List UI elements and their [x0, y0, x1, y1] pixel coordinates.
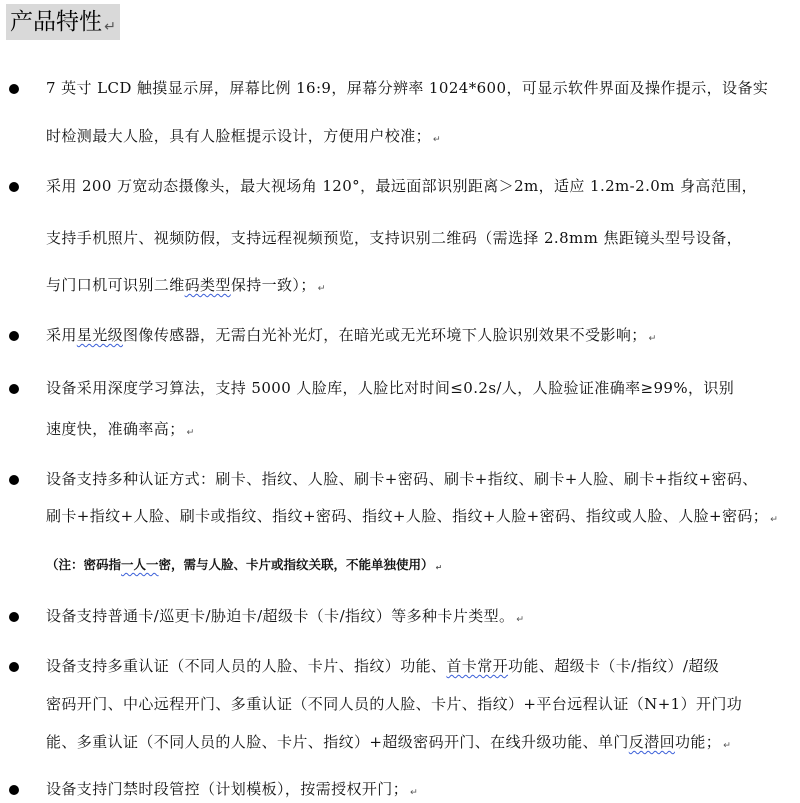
heading-text: 产品特性	[10, 9, 102, 35]
spellcheck-underline: 反潜回	[628, 733, 675, 751]
list-item-text: 与门口机可识别二维码类型保持一致）； ↵	[46, 276, 326, 295]
list-item-text: 时检测最大人脸，具有人脸框提示设计，方便用户校准； ↵	[46, 127, 442, 146]
note-text: （注：密码指一人一密，需与人脸、卡片或指纹关联，不能单独使用） ↵	[46, 557, 443, 573]
paragraph-mark-icon: ↵	[104, 19, 116, 36]
spellcheck-underline: 首卡常开	[446, 657, 509, 675]
paragraph-mark-icon: ↵	[317, 283, 326, 295]
list-item-text: 采用 200 万宽动态摄像头，最大视场角 120°，最远面部识别距离＞2m，适应 1.2m-2.0m 身高范围，	[46, 177, 757, 195]
section-heading	[6, 4, 120, 40]
list-item-text: 7 英寸 LCD 触摸显示屏，屏幕比例 16:9，屏幕分辨率 1024*600，可显示软件界面及操作提示，设备实	[46, 79, 769, 97]
list-item-text: 密码开门、中心远程开门、多重认证（不同人员的人脸、卡片、指纹）+平台远程认证（N+1）开门功	[46, 695, 743, 713]
list-item-text: 设备支持门禁时段管控（计划模板），按需授权开门； ↵	[46, 780, 419, 799]
paragraph-mark-icon: ↵	[770, 514, 779, 526]
spellcheck-underline: 星光级	[76, 326, 124, 344]
list-item-text: 能、多重认证（不同人员的人脸、卡片、指纹）+超级密码开门、在线升级功能、单门反潜回功能； ↵	[46, 733, 732, 752]
paragraph-mark-icon: ↵	[410, 787, 419, 799]
paragraph-mark-icon: ↵	[433, 134, 442, 146]
bullet-icon	[9, 84, 19, 94]
paragraph-mark-icon: ↵	[516, 614, 525, 626]
list-item-text: 采用星光级图像传感器，无需白光补光灯，在暗光或无光环境下人脸识别效果不受影响； ↵	[46, 326, 657, 345]
paragraph-mark-icon: ↵	[435, 563, 443, 573]
list-item-text: 设备支持普通卡/巡更卡/胁迫卡/超级卡（卡/指纹）等多种卡片类型。 ↵	[46, 607, 525, 626]
spellcheck-underline: 码类型	[184, 276, 231, 294]
paragraph-mark-icon: ↵	[648, 333, 657, 345]
bullet-icon	[9, 384, 19, 394]
list-item-text: 刷卡+指纹+人脸、刷卡或指纹、指纹+密码、指纹+人脸、指纹+人脸+密码、指纹或人脸、人脸+密码； ↵	[46, 507, 779, 526]
list-item-text: 速度快，准确率高； ↵	[46, 420, 195, 439]
list-item-text: 设备采用深度学习算法，支持 5000 人脸库，人脸比对时间≤0.2s/人，人脸验证准确率≥99%，识别	[46, 379, 735, 397]
bullet-icon	[9, 331, 19, 341]
bullet-icon	[9, 785, 19, 795]
spellcheck-underline: 一人一	[121, 557, 159, 572]
bullet-icon	[9, 182, 19, 192]
list-item-text: 设备支持多种认证方式：刷卡、指纹、人脸、刷卡+密码、刷卡+指纹、刷卡+人脸、刷卡+指纹+密码、	[46, 470, 758, 488]
paragraph-mark-icon: ↵	[186, 427, 195, 439]
bullet-icon	[9, 612, 19, 622]
list-item-text: 支持手机照片、视频防假，支持远程视频预览，支持识别二维码（需选择 2.8mm 焦距镜头型号设备，	[46, 229, 743, 247]
list-item-text: 设备支持多重认证（不同人员的人脸、卡片、指纹）功能、首卡常开功能、超级卡（卡/指纹）/超级	[46, 657, 720, 675]
bullet-icon	[9, 662, 19, 672]
bullet-icon	[9, 475, 19, 485]
paragraph-mark-icon: ↵	[723, 740, 732, 752]
